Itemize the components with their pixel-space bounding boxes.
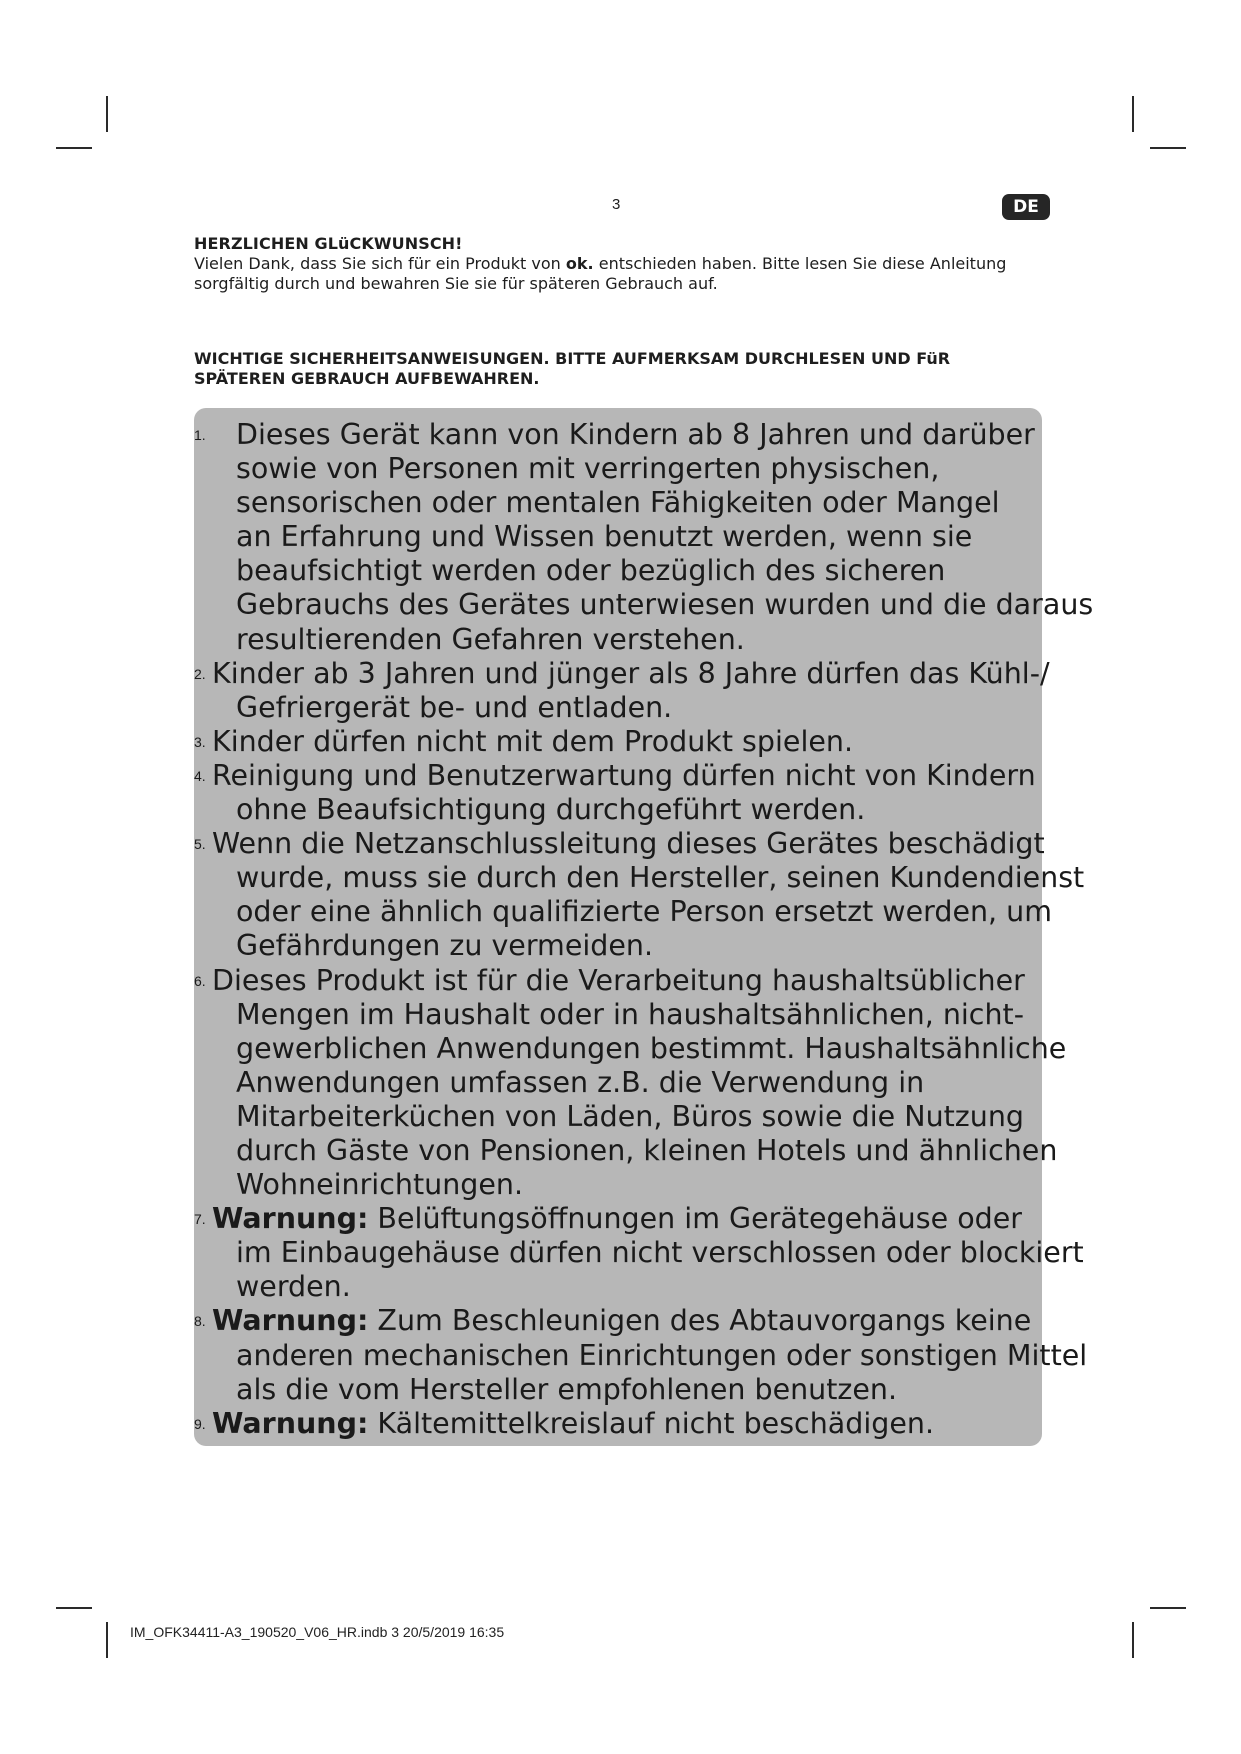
safety-item-number: 3.	[194, 733, 206, 750]
safety-item-line: sowie von Personen mit verringerten physischen,	[236, 452, 940, 486]
warning-label: Warnung:	[212, 1202, 369, 1236]
safety-item-text: Belüftungsöffnungen im Gerätegehäuse oder	[368, 1202, 1022, 1236]
safety-item-line: Mitarbeiterküchen von Läden, Büros sowie die Nutzung	[236, 1099, 1024, 1133]
safety-item-line: als die vom Hersteller empfohlenen benutzen.	[236, 1372, 898, 1406]
safety-item-line	[212, 1202, 1042, 1236]
page-number: 3	[612, 196, 621, 213]
warning-label: Warnung:	[212, 1406, 369, 1440]
intro-text-after-brand: entschieden haben. Bitte lesen Sie diese Anleitung	[598, 254, 1007, 273]
crop-mark-top-left-vertical	[106, 96, 108, 132]
safety-item-text: Kältemittelkreislauf nicht beschädigen.	[368, 1406, 935, 1440]
intro-section	[194, 234, 1054, 294]
safety-item-line: Dieses Gerät kann von Kindern ab 8 Jahren und darüber	[236, 418, 1035, 451]
safety-item-line: oder eine ähnlich qualifizierte Person ersetzt werden, um	[236, 895, 1052, 929]
safety-item-number: 5.	[194, 836, 206, 853]
safety-item-7	[194, 1202, 1084, 1304]
safety-instructions-box	[194, 408, 1094, 1446]
safety-heading-line2: SPÄTEREN GEBRAUCH AUFBEWAHREN.	[194, 369, 540, 388]
safety-item-line: werden.	[236, 1270, 351, 1304]
safety-item-line: Wenn die Netzanschlussleitung dieses Gerätes beschädigt	[212, 827, 1045, 861]
safety-heading-line1: WICHTIGE SICHERHEITSANWEISUNGEN. BITTE AUFMERKSAM DURCHLESEN UND FüR	[194, 349, 951, 368]
safety-item-9	[194, 1407, 1042, 1441]
safety-item-5	[194, 827, 1085, 963]
safety-item-line: Wohneinrichtungen.	[236, 1168, 524, 1202]
safety-item-line: Gefährdungen zu vermeiden.	[236, 929, 654, 963]
brand-name: ok.	[565, 254, 594, 273]
crop-mark-top-right-vertical	[1132, 96, 1134, 132]
safety-item-line: ohne Beaufsichtigung durchgeführt werden.	[236, 793, 866, 827]
safety-item-line: Dieses Produkt ist für die Verarbeitung haushaltsüblicher	[212, 963, 1025, 997]
safety-item-number: 8.	[194, 1313, 206, 1330]
crop-mark-bottom-left-horizontal	[56, 1607, 92, 1609]
safety-heading	[194, 349, 1054, 389]
safety-item-line	[212, 1407, 1042, 1441]
safety-item-line: beaufsichtigt werden oder bezüglich des sicheren	[236, 554, 946, 588]
print-footer: IM_OFK34411-A3_190520_V06_HR.indb 3 20/5/2019 16:35	[130, 1624, 505, 1640]
safety-item-line: an Erfahrung und Wissen benutzt werden, wenn sie	[236, 520, 973, 554]
safety-item-line: im Einbaugehäuse dürfen nicht verschlossen oder blockiert	[236, 1236, 1084, 1270]
language-badge: DE	[1002, 194, 1050, 220]
intro-text-line2: sorgfältig durch und bewahren Sie sie für späteren Gebrauch auf.	[194, 274, 718, 293]
warning-label: Warnung:	[212, 1304, 369, 1338]
intro-text-before-brand: Vielen Dank, dass Sie sich für ein Produkt von	[194, 254, 561, 273]
safety-item-line: Kinder ab 3 Jahren und jünger als 8 Jahre dürfen das Kühl-/	[212, 656, 1050, 690]
safety-item-text: Zum Beschleunigen des Abtauvorgangs keine	[368, 1304, 1032, 1338]
safety-item-line: sensorischen oder mentalen Fähigkeiten oder Mangel	[236, 486, 1000, 520]
safety-item-2	[194, 656, 1050, 725]
safety-item-line: gewerblichen Anwendungen bestimmt. Haushaltsähnliche	[236, 1031, 1067, 1065]
safety-item-number: 2.	[194, 665, 206, 682]
safety-item-line: wurde, muss sie durch den Hersteller, seinen Kundendienst	[236, 861, 1085, 895]
safety-item-number: 9.	[194, 1415, 206, 1432]
safety-item-number: 4.	[194, 767, 206, 784]
safety-item-8	[194, 1304, 1088, 1406]
crop-mark-top-right-horizontal	[1150, 147, 1186, 149]
safety-item-line: Anwendungen umfassen z.B. die Verwendung in	[236, 1065, 925, 1099]
safety-item-line: resultierenden Gefahren verstehen.	[236, 622, 745, 656]
safety-item-number: 7.	[194, 1211, 206, 1228]
safety-item-line	[212, 1304, 1042, 1338]
safety-item-4	[194, 759, 1042, 827]
safety-item-6	[194, 963, 1067, 1203]
safety-item-number: 6.	[194, 972, 206, 989]
safety-item-line: anderen mechanischen Einrichtungen oder sonstigen Mittel	[236, 1338, 1088, 1372]
safety-item-line: Kinder dürfen nicht mit dem Produkt spielen.	[212, 724, 854, 758]
crop-mark-bottom-left-vertical	[106, 1622, 108, 1658]
safety-item-1	[194, 418, 1094, 657]
intro-text-line1	[194, 254, 1054, 274]
safety-item-line: Gebrauchs des Gerätes unterwiesen wurden und die daraus	[236, 588, 1094, 622]
crop-mark-bottom-right-vertical	[1132, 1622, 1134, 1658]
safety-item-line: Reinigung und Benutzerwartung dürfen nicht von Kindern	[212, 758, 1036, 792]
crop-mark-bottom-right-horizontal	[1150, 1607, 1186, 1609]
intro-heading: HERZLICHEN GLüCKWUNSCH!	[194, 234, 463, 253]
crop-mark-top-left-horizontal	[56, 147, 92, 149]
safety-item-number: 1.	[194, 427, 206, 443]
safety-item-line: Gefriergerät be- und entladen.	[236, 690, 673, 724]
safety-item-line: durch Gäste von Pensionen, kleinen Hotels und ähnlichen	[236, 1133, 1058, 1167]
safety-item-3	[194, 725, 1042, 759]
safety-item-line: Mengen im Haushalt oder in haushaltsähnlichen, nicht-	[236, 997, 1024, 1031]
